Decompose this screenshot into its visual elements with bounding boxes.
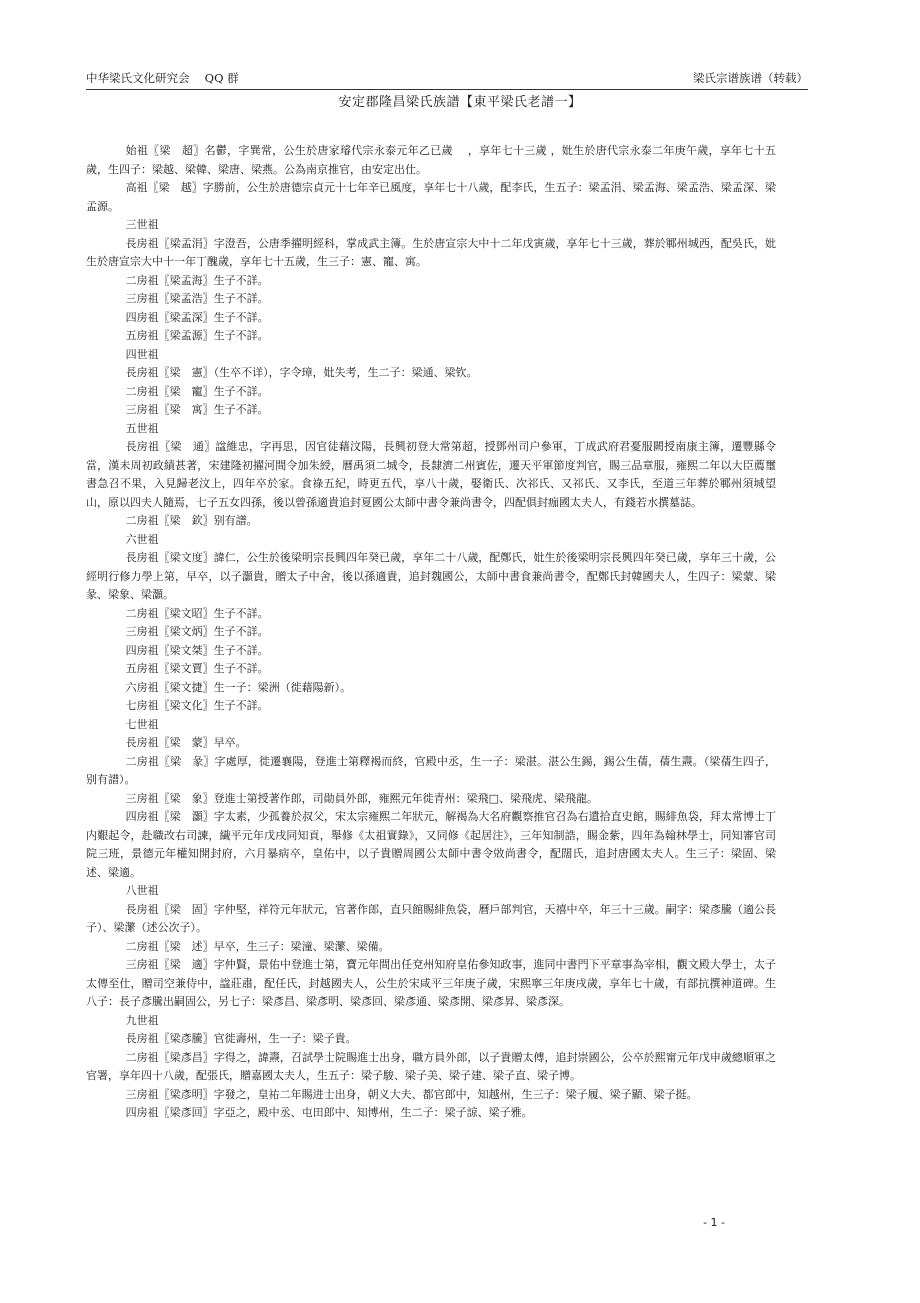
header-right-text: 梁氏宗谱族谱（转载） [693,71,808,85]
body-paragraph: 長房祖〖梁孟涓〗字澄吾，公唐季擢明經科，掌成武主簿。生於唐宣宗大中十二年戊寅歲，享年七十三歲，葬於鄆州城西，配吳氏，妣生於唐宣宗大中十一年丁醜歲，享年七十五歲，生三子：憲、寵、寓。 [86,236,776,268]
body-paragraph: 三世祖 [125,218,159,231]
body-paragraph: 二房祖〖梁孟海〗生子不詳。 [125,273,269,287]
body-paragraph: 長房祖〖梁 通〗諡維忠，字再思，因官徒藉汶陽，長興初登大常第超，授鄧州司户參軍，丁成武府君憂服闕授南康主簿，遷豐縣令當，漢未周初政績甚著，宋建隆初擢河間令加朱綬，曆禹須二城令，長隸濟二州賓佐，遷天平軍節度判官，賜三品章服，雍熙二年以大臣薦璽書急召不果，入見歸老汶上，四年卒於家。食祿五紀，時更五代，享八十歲，娶衛氏、次祁氏、又祁氏、又李氏，至道三年葬於鄆州須城望山，原以四夫人隨焉，七子五女四孫，後以曾孫適貴追封夏國公太師中書令兼尚書令，四配俱封痂國太夫人，有錢若水撰墓誌。 [86,440,776,509]
body-paragraph: 九世祖 [125,1013,159,1027]
body-paragraph: 七房祖〖梁文化〗生子不詳。 [125,699,269,712]
body-paragraph: 六世祖 [125,532,159,546]
body-paragraph: 長房祖〖梁文度〗諱仁，公生於後梁明宗長興四年癸已歲，享年二十八歲，配鄭氏，妣生於後梁明宗長興四年癸已歲，享年三十歲，公經明行修力學上第，早卒，以子灝貴，贈太子中舍，後以孫適貴，追封魏國公，太師中書食兼尚書令，配鄭氏封韓國夫人，生四子：梁蒙、梁彖、梁象、梁灝。 [86,551,776,601]
body-paragraph: 三房祖〖梁孟浩〗生子不詳。 [125,292,269,305]
body-paragraph: 二房祖〖梁 欽〗别有譜。 [125,514,258,527]
body-paragraph: 五世祖 [125,421,159,435]
body-paragraph: 三房祖〖梁彥明〗字發之，皇祐二年賜进士出身，朝义大夫、都官郎中，知越州，生三子：梁子履、梁子顯、梁子挺。 [125,1087,698,1101]
body-paragraph: 三房祖〖梁 象〗登進士第授著作郎，司勛員外郎，雍熙元年徙青州：梁飛□、梁飛虎、梁飛龍。 [125,791,598,805]
body-paragraph: 七世祖 [125,717,159,731]
body-paragraph: 四房祖〖梁孟深〗生子不詳。 [125,310,269,324]
body-paragraph: 長房祖〖梁 固〗字仲堅，祥符元年狀元，官著作郎，直只館賜緋魚袋，曆戶部判官，天禧中卒，年三十三歲。嗣字：梁彥騰（適公長子）、梁瀿（述公次子）。 [86,902,776,934]
body-paragraph: 六房祖〖梁文捷〗生一子：梁洲（徙藉陽新）。 [125,680,352,694]
body-paragraph: 長房祖〖梁 憲〗（生卒不详），字令璋，妣失考，生二子：梁通、梁钦。 [125,366,478,379]
body-paragraph: 四世祖 [125,347,159,361]
document-body [86,142,776,1123]
body-paragraph: 五房祖〖梁文賈〗生子不詳。 [125,662,269,675]
body-paragraph: 二房祖〖梁 彖〗字處厚，徙遷襄陽，登進士第釋褐而終，官殿中丞，生一子：梁湛。湛公生錫，錫公生蒨，蒨生燾。（梁蒨生四子，别有譜）。 [86,754,776,786]
page-number: - 1 - [703,1216,725,1229]
body-paragraph: 二房祖〖梁 述〗早卒，生三子：梁潼、梁瀿、梁備。 [125,939,390,953]
body-paragraph: 二房祖〖梁彥昌〗字得之，諱燾，召試學士院賜進士出身，職方員外郎，以子貴贈太傅，追封崇國公，公卒於熙甯元年戊申歲總順軍之官署，享年四十八歲，配張氏，贈嘉國太夫人，生五子：梁子駿、梁子美、梁子建、梁子直、梁子博。 [86,1050,776,1082]
body-paragraph: 高祖〖梁 越〗字勝前，公生於唐德宗貞元十七年辛已風度，享年七十八歲，配李氏，生五子：梁孟涓、梁孟海、梁孟浩、梁孟深、梁孟源。 [86,181,776,213]
body-paragraph: 四房祖〖梁 灝〗字太素，少孤養於叔父，宋太宗雍熙二年狀元，解褐為大名府觀察推官召為右遺拾直史館，賜緋魚袋，拜太常博士丁内艱起令，赴職改右司諫，繊平元年戊戌同知貢，舉修《太祖實錄》，又同修《起居注》，三年知制誥，賜金紫，四年為翰林學士，同知審官司院三班，景德元年權知開封府，六月暴病卒，皇佑中，以子貴贈周國公太師中書令敚尚書令，配闊氏，追封唐國太夫人。生三子：梁固、梁述、梁適。 [86,810,776,879]
body-paragraph: 四房祖〖梁彥回〗字亞之，殿中丞、屯田郎中、知博州，生二子：梁子諒、梁子雅。 [125,1106,533,1119]
document-title: 安定郡隆昌梁氏族譜【東平梁氏老譜一】 [338,95,582,110]
body-paragraph: 三房祖〖梁文炳〗生子不詳。 [125,625,269,638]
header-left-text: 中华梁氏文化研究会 QQ 群 [86,71,239,85]
body-paragraph: 二房祖〖梁文昭〗生子不詳。 [125,606,269,620]
body-paragraph: 八世祖 [125,884,159,897]
body-paragraph: 三房祖〖梁 適〗字仲賢，景佑中登進士第，寶元年間出任兗州知府皇佑參知政事，進同中書門下平章事為宰相，觀文殿大學士，太子太傳至仕，贈司空兼侍中，諡莊肅，配任氏，封越國夫人，公生於宋咸平三年庚子歲，宋熙寧三年庚戌歲，享年七十歲，有部抗撰神道碑。生八子：長子彥騰出嗣固公，另七子：梁彥昌、梁彥明、梁彥回、梁彥通、梁彥開、梁彥昇、梁彥深。 [86,958,776,1008]
body-paragraph: 長房祖〖梁彥騰〗官徙壽州，生一子：梁子貴。 [125,1032,357,1045]
body-paragraph: 二房祖〖梁 寵〗生子不詳。 [125,384,269,398]
body-paragraph: 四房祖〖梁文桀〗生子不詳。 [125,643,269,657]
body-paragraph: 三房祖〖梁 寓〗生子不詳。 [125,403,269,416]
body-paragraph: 五房祖〖梁孟源〗生子不詳。 [125,329,269,342]
page-header [86,66,808,90]
body-paragraph: 始祖〖梁 超〗名鬱，字巽常，公生於唐家璿代宗永泰元年乙已歲 ，享年七十三歲 ，妣生於唐代宗永泰二年庚午歲，享年七十五歲，生四子：梁越、梁韓、梁唐、梁燕。公為南京推官，由安定出仕。 [86,144,776,176]
body-paragraph: 長房祖〖梁 蒙〗早卒。 [125,736,247,749]
